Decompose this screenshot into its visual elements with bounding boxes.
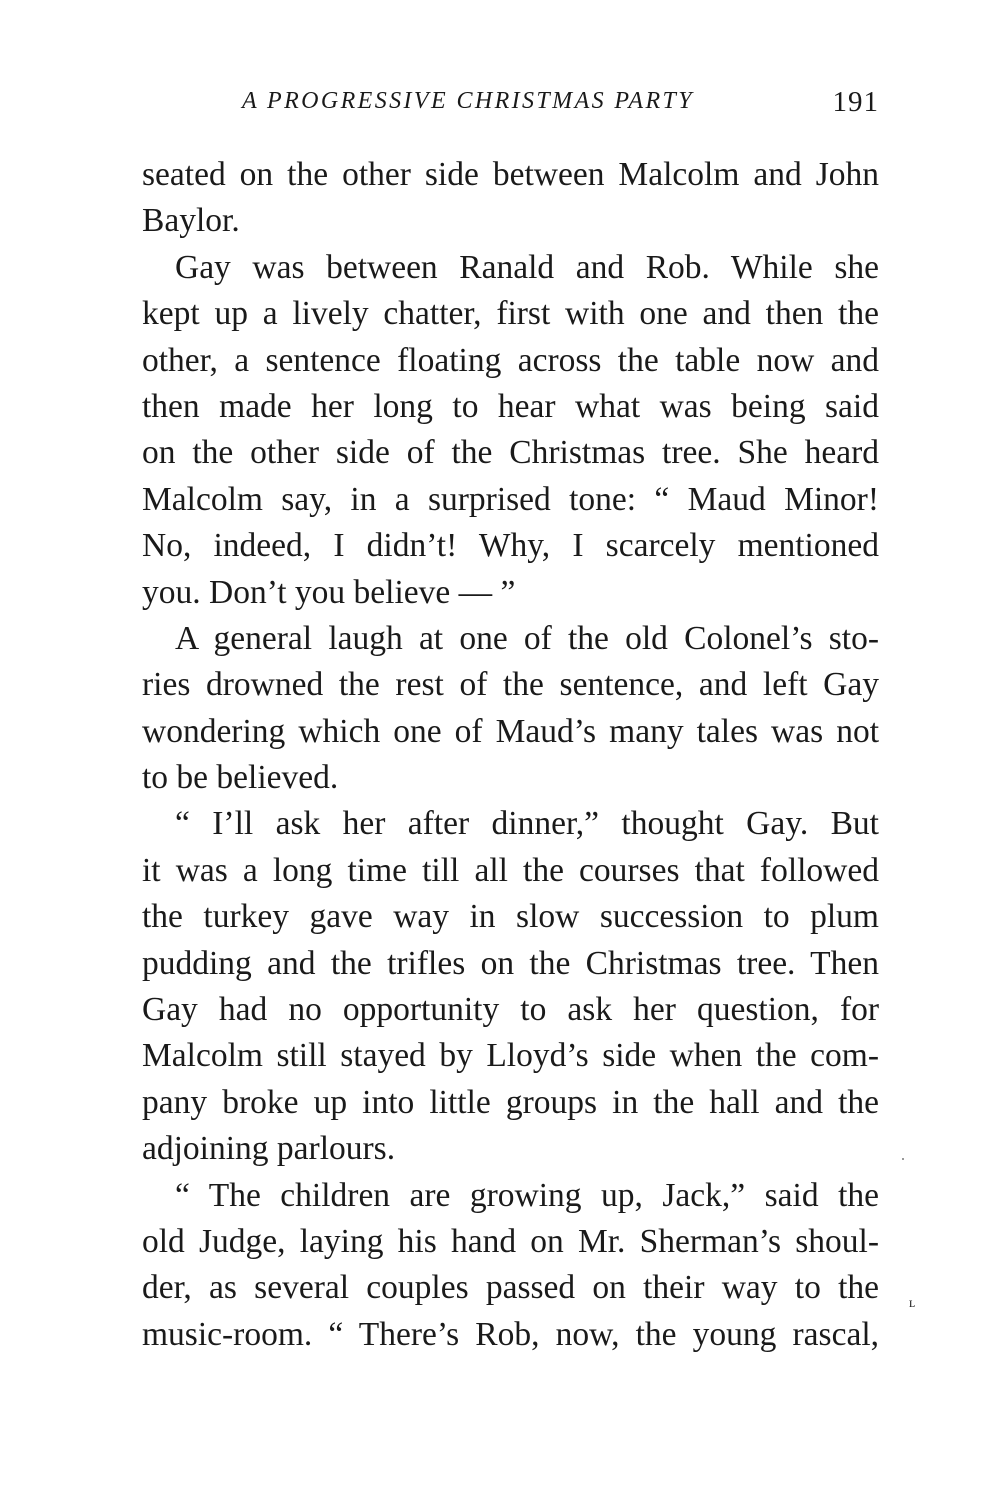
text-line: kept up a lively chatter, first with one and then the <box>142 295 879 333</box>
text-line: seated on the other side between Malcolm and John <box>142 156 879 193</box>
text-line: No, indeed, I didn’t! Why, I scarcely mentioned <box>142 527 879 565</box>
text-line: Baylor. <box>142 202 240 240</box>
text-line: Gay had no opportunity to ask her question, for <box>142 991 879 1029</box>
text-line: Malcolm still stayed by Lloyd’s side when the com- <box>142 1037 879 1075</box>
running-head <box>142 88 879 124</box>
text-line: other, a sentence floating across the table now and <box>142 341 879 379</box>
text-line: der, as several couples passed on their way to the <box>142 1269 879 1307</box>
text-line: pudding and the trifles on the Christmas tree. Then <box>142 944 879 982</box>
text-line: the turkey gave way in slow succession to plum <box>142 898 879 936</box>
text-line: ries drowned the rest of the sentence, and left Gay <box>142 666 879 704</box>
text-line: on the other side of the Christmas tree. She heard <box>142 434 879 472</box>
text-line: to be believed. <box>142 759 339 797</box>
paragraph-first-line: Gay was between Ranald and Rob. While she <box>175 248 879 286</box>
text-line: pany broke up into little groups in the hall and the <box>142 1083 879 1121</box>
paragraph-first-line: “ I’ll ask her after dinner,” thought Gay. But <box>175 805 879 843</box>
scan-speck <box>902 1158 904 1160</box>
stray-mark: ʟ <box>909 1296 916 1311</box>
text-line: Malcolm say, in a surprised tone: “ Maud Minor! <box>142 480 879 518</box>
paragraph-first-line: “ The children are growing up, Jack,” said the <box>175 1176 879 1214</box>
running-title: A PROGRESSIVE CHRISTMAS PARTY <box>242 88 695 114</box>
text-line: old Judge, laying his hand on Mr. Sherman’s shoul- <box>142 1222 879 1260</box>
text-line: it was a long time till all the courses that followed <box>142 851 879 889</box>
text-line: then made her long to hear what was being said <box>142 387 879 425</box>
body-text <box>142 152 879 1358</box>
page-number: 191 <box>832 86 879 118</box>
paragraph-first-line: A general laugh at one of the old Colonel’s sto- <box>175 619 879 657</box>
text-line: wondering which one of Maud’s many tales was not <box>142 712 879 750</box>
text-line: you. Don’t you believe — ” <box>142 573 516 611</box>
text-line: music-room. “ There’s Rob, now, the young rascal, <box>142 1315 879 1353</box>
text-line: adjoining parlours. <box>142 1130 396 1168</box>
